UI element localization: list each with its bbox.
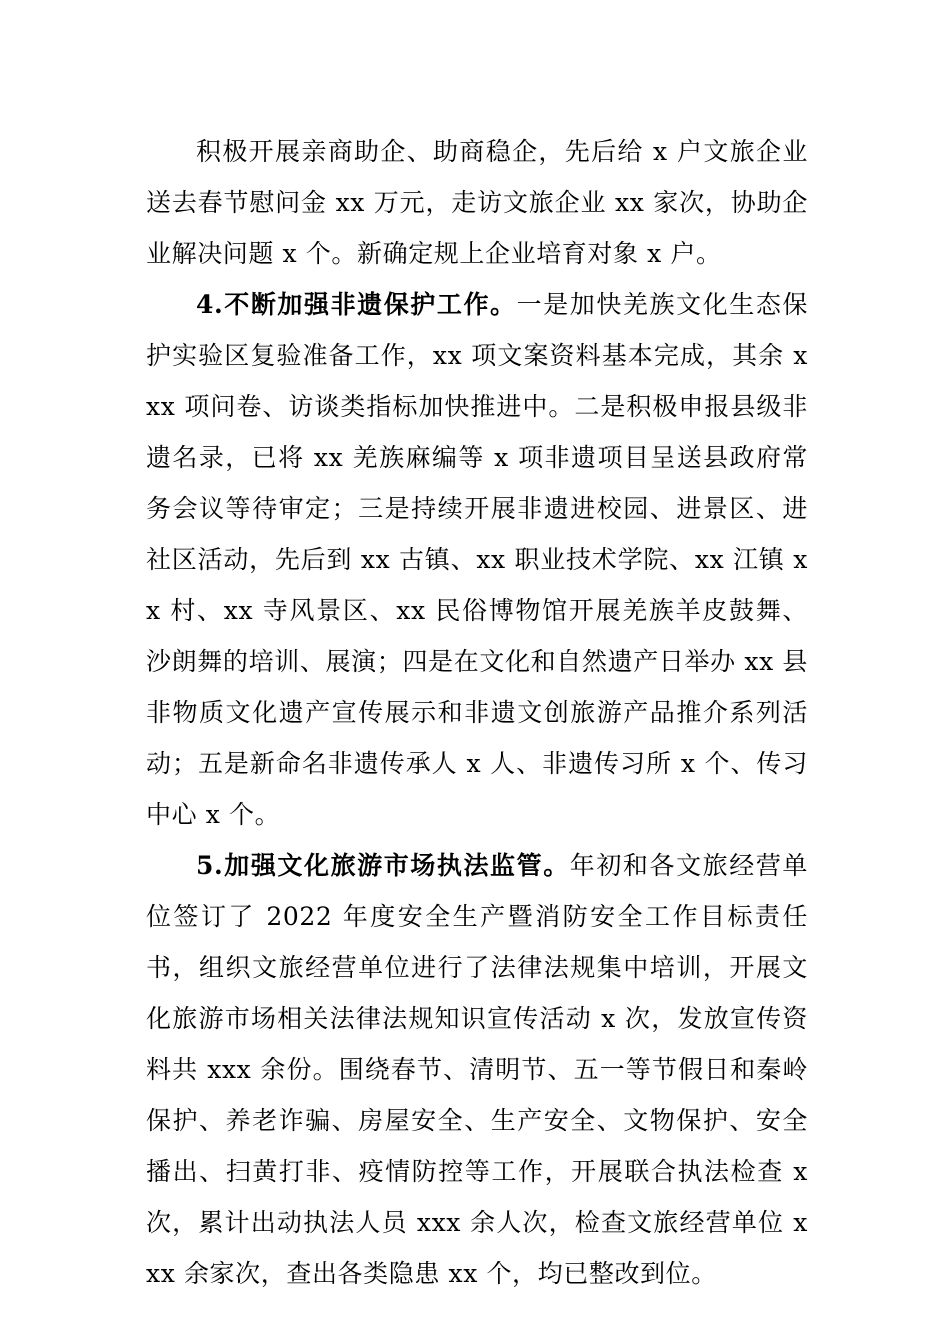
paragraph-market-enforcement	[146, 840, 808, 1299]
paragraph-body: 一是加快羌族文化生态保护实验区复验准备工作，xx 项文案资料基本完成，其余 xxx 项问卷、访谈类指标加快推进中。二是积极申报县级非遗名录，已将 xx 羌族麻编等 x 项非遗项目呈送县政府常务会议等待审定；三是持续开展非遗进校园、进景区、进社区活动，先后到 xx 古镇、xx 职业技术学院、xx 江镇 xx 村、xx 寺风景区、xx 民俗博物馆开展羌族羊皮鼓舞、沙朗舞的培训、展演；四是在文化和自然遗产日举办 xx 县非物质文化遗产宣传展示和非遗文创旅游产品推介系列活动；五是新命名非遗传承人 x 人、非遗传习所 x 个、传习中心 x 个。	[146, 290, 808, 829]
paragraph-body: 积极开展亲商助企、助商稳企，先后给 x 户文旅企业送去春节慰问金 xx 万元，走访文旅企业 xx 家次，协助企业解决问题 x 个。新确定规上企业培育对象 x 户。	[146, 137, 808, 268]
paragraph-enterprise-support	[146, 126, 808, 279]
section-heading: 4.不断加强非遗保护工作。	[196, 290, 517, 319]
paragraph-intangible-heritage	[146, 279, 808, 840]
section-heading: 5.加强文化旅游市场执法监管。	[196, 851, 570, 880]
document-page	[146, 126, 808, 1299]
paragraph-body: 年初和各文旅经营单位签订了 2022 年度安全生产暨消防安全工作目标责任书，组织文旅经营单位进行了法律法规集中培训，开展文化旅游市场相关法律法规知识宣传活动 x 次，发放宣传资料共 xxx 余份。围绕春节、清明节、五一等节假日和秦岭保护、养老诈骗、房屋安全、生产安全、文物保护、安全播出、扫黄打非、疫情防控等工作，开展联合执法检查 x 次，累计出动执法人员 xxx 余人次，检查文旅经营单位 xxx 余家次，查出各类隐患 xx 个，均已整改到位。	[146, 851, 808, 1288]
